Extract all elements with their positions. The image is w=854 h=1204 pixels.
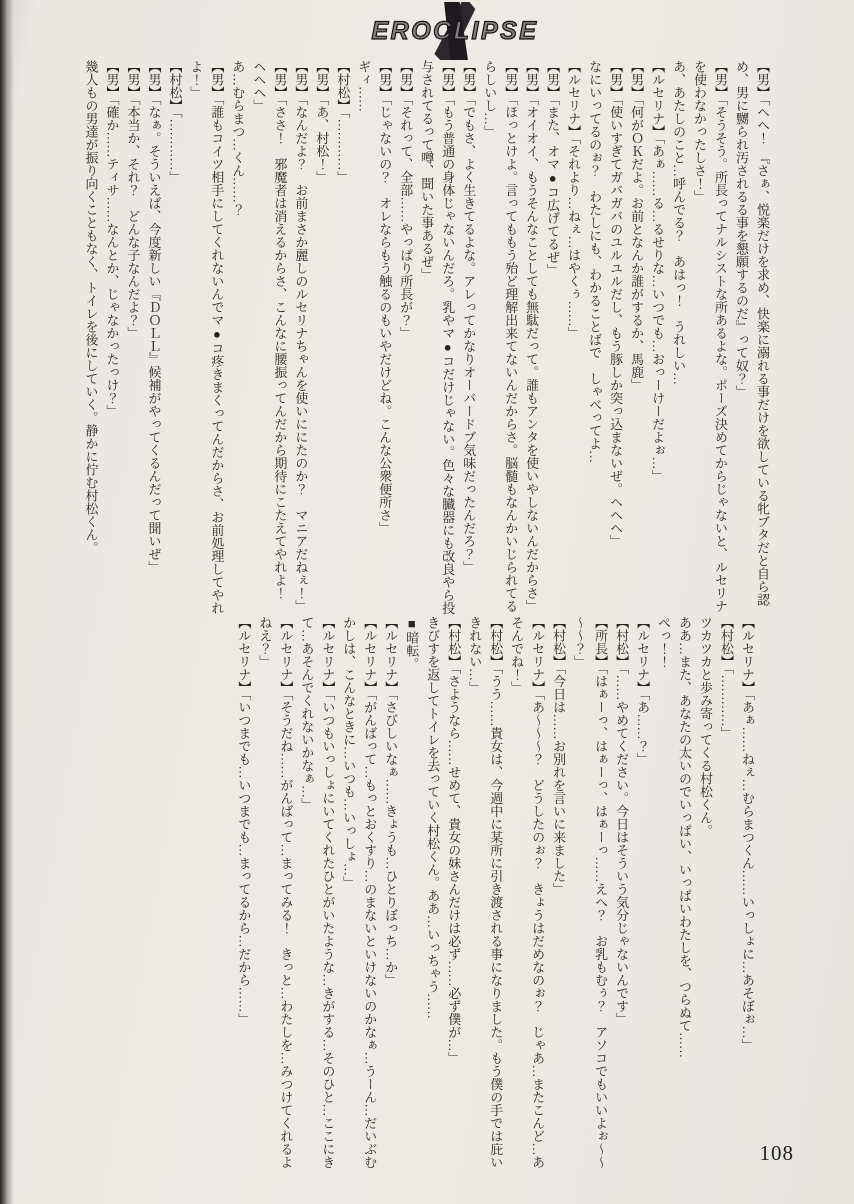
script-line: ぺっ！！ xyxy=(656,616,672,668)
script-line: 【男】「何がＯＫだよ。お前となんか誰がするか、馬鹿」 xyxy=(629,60,645,392)
script-line: 【男】「誰もコイツ相手にしてくれないんでマ●コ疼きまくってんだからさ、お前処理してやれよ！」 xyxy=(188,60,225,615)
script-line: 【男】「そうそう。所長ってナルシストな所あるよな。ポーズ決めてからじゃないと、ルセリナを使わなかったしさ！」 xyxy=(692,60,729,613)
script-line: 【ルセリナ】「さびしいなぁ……きょうも…ひとりぼっち…か」 xyxy=(383,616,399,987)
script-line: 【男】「あ、村松！」 xyxy=(314,60,330,184)
script-line: ツカツカと歩み寄ってくる村松くん。 xyxy=(698,616,714,837)
script-line: 【ルセリナ】「あぁ……る…るせりな…いつでも…おっーけーだよぉ…」 xyxy=(650,60,666,483)
script-line: 【男】「本当か、それ？ どんな子なんだよ？」 xyxy=(125,60,141,340)
script-line: 【男】「ほっとけよ。言ってももう殆ど理解出来てないんだからさ。脳髄もなんかいじられてるらしいし…」 xyxy=(482,60,519,613)
script-line: 【男】「また、オマ●コ広げてるぜ」 xyxy=(545,60,561,277)
script-line: 【男】「なんだよ？ お前まさか麗しのルセリナちゃんを使いににたのか？ マニアだねぇ！」 xyxy=(293,60,309,613)
script-line: あ、あたしのこと…呼んでる？ あはっ！ うれしい… xyxy=(671,60,687,385)
script-line: 【ルセリナ】「あぁ……ねぇ…むらまつくん……いっしょに…あそぼぉ…」 xyxy=(740,616,755,1052)
script-line: 【男】「もう普通の身体じゃないんだろ。乳やマ●コだけじゃない。色々な臓器にも改良やら投与されてるって噂、聞いた事あるぜ」 xyxy=(419,60,456,615)
script-line: 【村松】「…………」 xyxy=(335,60,351,184)
script-line: 【男】「それって、全部……やっぱり所長が？」 xyxy=(398,60,414,340)
script-block-upper xyxy=(80,60,772,616)
eroclipse-logo xyxy=(330,2,580,60)
script-block-lower xyxy=(232,616,757,1172)
script-line: 【男】「オイオイ、もうそんなことしても無駄だって。誰もアンタを使いやしないんだからさ」 xyxy=(524,60,540,613)
script-line: 【村松】「…………」 xyxy=(719,616,735,740)
script-line: 【村松】「…………」 xyxy=(167,60,183,184)
script-line: 【村松】「さようなら……せめて、貴女の妹さんだけは必ず……必ず僕が…」 xyxy=(446,616,462,1065)
script-line: 【ルセリナ】「いつまでも…いつまでも…まってるから…だから……」 xyxy=(236,616,252,1026)
script-line: 【村松】「うう……貴女は、今週中に某所に引き渡される事になりました。もう僕の手では庇いきれない…」 xyxy=(467,616,504,1169)
script-line: 【ルセリナ】「それより…ねぇ…はやくぅ……」 xyxy=(566,60,582,340)
script-line: 幾人もの男達が振り向くこともなく、トイレを後にしていく。静かに佇む村松くん。 xyxy=(83,60,99,554)
script-line: ギィ…… xyxy=(356,60,372,112)
script-line: 【村松】「今日は……お別れを言いに来ました」 xyxy=(551,616,567,896)
script-line: 【ルセリナ】「がんばって…もっとおくすり…のまないといけないのかなぁ…うーん…だいぶむかしは、こんなときに…いつも…いっしょ…」 xyxy=(341,616,378,1169)
script-line: ■暗転。 xyxy=(404,616,420,670)
script-line: 【男】「ささ！ 邪魔者は消えるからさ、こんなに腰振ってんだから期待にこたえてやれよ！ ヘヘヘ」 xyxy=(251,60,288,613)
page-number: 108 xyxy=(759,1141,794,1165)
script-line: 【男】「ヘヘ！ 『さぁ、悦楽だけを求め、快楽に溺れる事だけを欲している牝ブタだと自ら認め、男に嬲られ汚されるる事を懇願するのだ』って奴？」 xyxy=(734,60,770,606)
script-line: ああ…また、あなたの太いのでいっぱい、いっぱいわたしを、つらぬて…… xyxy=(677,616,693,1058)
script-line: 【男】「確か……ティサ……なんとか、じゃなかったっけ？」 xyxy=(104,60,120,418)
script-line: 【男】「でもさ、よく生きてるよな。アレってかなりオーバードブ気味だったんだろ？」 xyxy=(461,60,477,574)
script-line: 【ルセリナ】「あ～～～？ どうしたのぉ？ きょうはだめなのぉ？ じゃあ…またこんど…あそんでね！」 xyxy=(509,616,546,1169)
binding-edge-shadow xyxy=(0,0,14,1204)
logo-text: EROCLIPSE xyxy=(371,17,539,45)
script-line: 【男】「じゃないの？ オレならもう触るのもいやだけどね。こんな公衆便所さ」 xyxy=(377,60,393,535)
script-line: あ…むらまつ…くん……？ xyxy=(230,60,246,216)
script-line: 【ルセリナ】「そうだね……がんばって…まってみる！ きっと…わたしを…みつけてくれるよねえ？」 xyxy=(257,616,294,1169)
script-line: 【所長】「はぁーっ、はぁーっ、はぁーっ……えへ？ お乳もむぅ？ アソコでもいいよぉ～～～～？」 xyxy=(572,616,609,1169)
script-line: 【村松】「……やめてください。今日はそういう気分じゃないんです」 xyxy=(614,616,630,1026)
script-line: 【ルセリナ】「いつもいっしょにいてくれたひとがいたような…きがする…そのひと…ここにきて…あそんでくれないかなぁ…」 xyxy=(299,616,336,1169)
script-line: なにいってるのぉ？ わたしにも、わかることばで しゃべってよ… xyxy=(587,60,603,463)
script-line: きびすを返してトイレを去っていく村松くん。ああ…いっちゃう…… xyxy=(425,616,441,1019)
script-line: 【男】「使いすぎてガバガバのユルユルだし、もう豚しか突っ込まないぜ。ヘヘヘ」 xyxy=(608,60,624,548)
script-line: 【ルセリナ】「あ……？」 xyxy=(635,616,651,766)
script-line: 【男】「なぁ。そういえば、今度新しい『ＤＯＬＬ』候補がやってくるんだって聞いぜ」 xyxy=(146,60,162,574)
